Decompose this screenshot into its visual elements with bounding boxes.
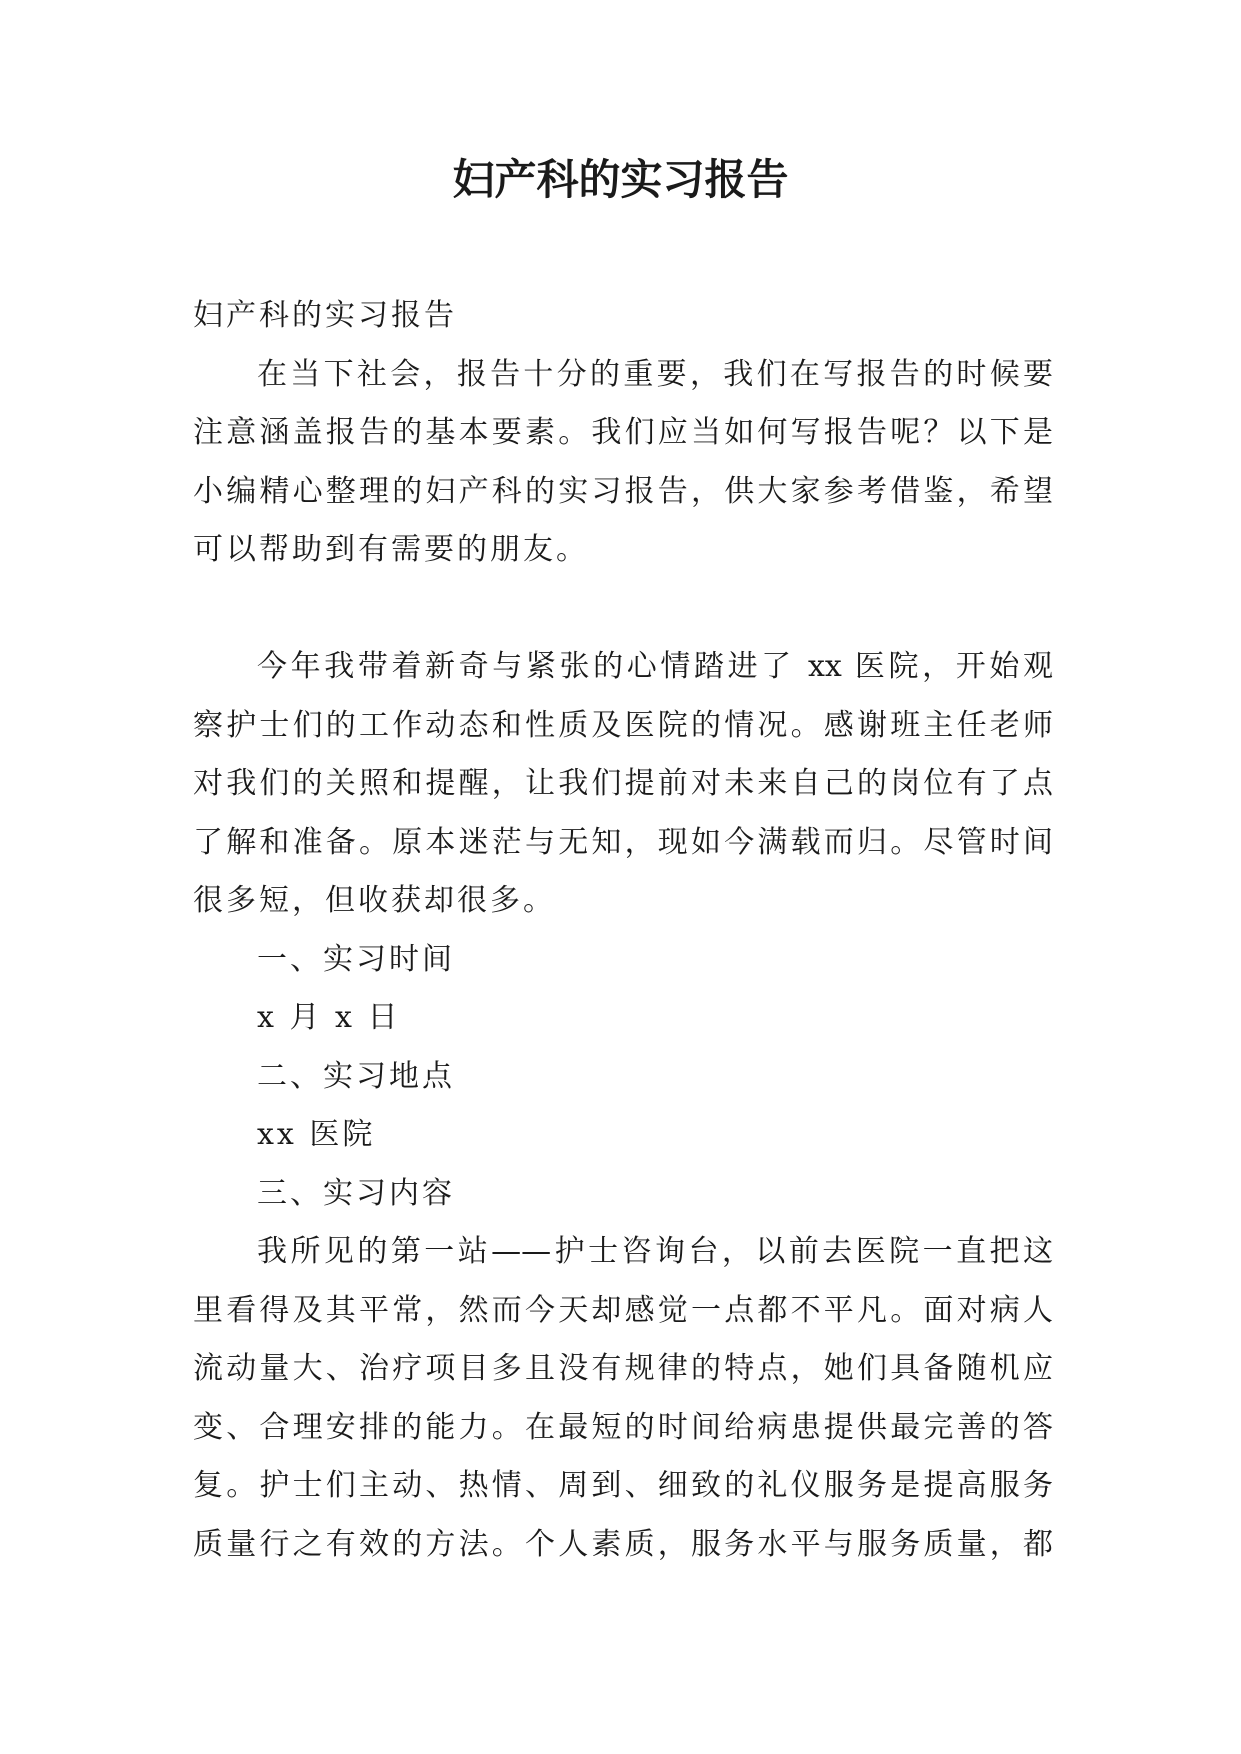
paragraph-line: 对我们的关照和提醒，让我们提前对未来自己的岗位有了点 — [193, 766, 1053, 801]
paragraph-line: 了解和准备。原本迷茫与无知，现如今满载而归。尽管时间 — [193, 824, 1053, 860]
section-heading: 一、实习时间 — [257, 941, 455, 977]
paragraph-line: 察护士们的工作动态和性质及医院的情况。感谢班主任老师 — [193, 707, 1053, 743]
section-value: x 月 x 日 — [257, 1000, 401, 1035]
paragraph-line: 今年我带着新奇与紧张的心情踏进了 xx 医院，开始观 — [257, 649, 1053, 684]
section-value: xx 医院 — [257, 1117, 376, 1152]
document-title: 妇产科的实习报告 — [452, 155, 789, 204]
section-heading: 二、实习地点 — [257, 1058, 455, 1094]
paragraph-line: 质量行之有效的方法。个人素质，服务水平与服务质量，都 — [193, 1526, 1053, 1562]
section-heading: 三、实习内容 — [257, 1175, 455, 1211]
paragraph-line: 在当下社会，报告十分的重要，我们在写报告的时候要 — [257, 356, 1053, 392]
paragraph-line: 很多短，但收获却很多。 — [193, 883, 556, 918]
paragraph-gap — [193, 580, 1053, 639]
paragraph-line: 我所见的第一站——护士咨询台，以前去医院一直把这 — [257, 1234, 1053, 1269]
paragraph-line: 小编精心整理的妇产科的实习报告，供大家参考借鉴，希望 — [193, 473, 1053, 509]
paragraph-line: 复。护士们主动、热情、周到、细致的礼仪服务是提高服务 — [193, 1468, 1053, 1503]
document-body — [193, 287, 1053, 1574]
paragraph-line: 流动量大、治疗项目多且没有规律的特点，她们具备随机应 — [193, 1351, 1053, 1386]
paragraph-line: 里看得及其平常，然而今天却感觉一点都不平凡。面对病人 — [193, 1292, 1053, 1328]
paragraph-line: 变、合理安排的能力。在最短的时间给病患提供最完善的答 — [193, 1409, 1053, 1445]
paragraph-line: 可以帮助到有需要的朋友。 — [193, 532, 589, 567]
paragraph-line: 注意涵盖报告的基本要素。我们应当如何写报告呢？以下是 — [193, 415, 1053, 450]
subtitle-line: 妇产科的实习报告 — [193, 298, 457, 333]
